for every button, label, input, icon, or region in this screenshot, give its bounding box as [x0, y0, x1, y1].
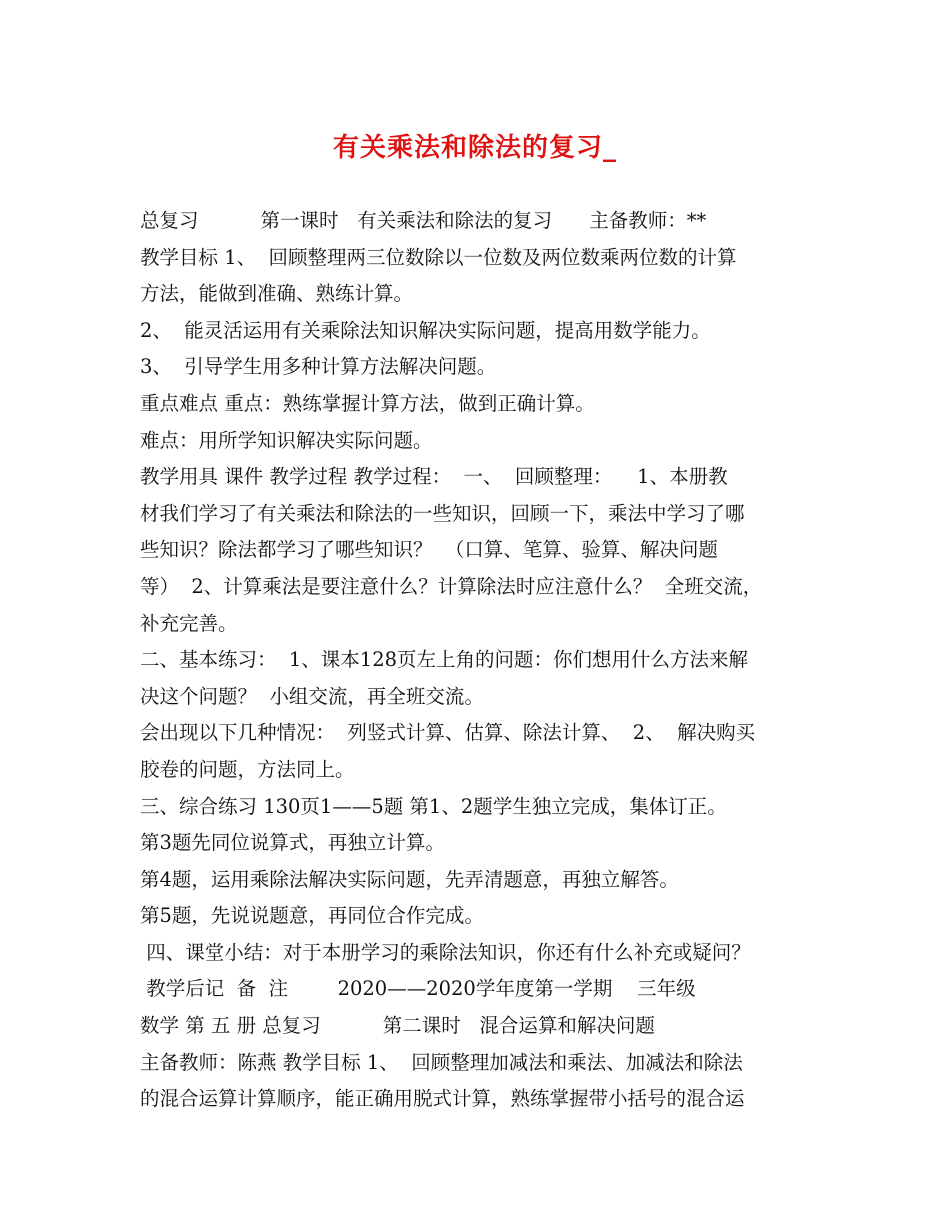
text-line: 2、 能灵活运用有关乘除法知识解决实际问题，提高用数学能力。 — [140, 318, 711, 342]
text-line: 的混合运算计算顺序，能正确用脱式计算，熟练掌握带小括号的混合运 — [140, 1087, 745, 1111]
text-line: 3、 引导学生用多种计算方法解决问题。 — [140, 355, 497, 379]
text-line: 方法，能做到准确、熟练计算。 — [140, 282, 414, 306]
text-line: 补充完善。 — [140, 611, 238, 635]
text-line: 些知识？除法都学习了哪些知识？ （口算、笔算、验算、解决问题 — [140, 538, 718, 562]
text-line: 第3题先同位说算式，再独立计算。 — [140, 831, 445, 855]
text-line: 重点难点 重点：熟练掌握计算方法，做到正确计算。 — [140, 391, 595, 415]
text-line: 二、基本练习： 1、课本128页左上角的问题：你们想用什么方法来解 — [140, 648, 749, 672]
text-line: 第5题，先说说题意，再同位合作完成。 — [140, 904, 484, 928]
text-line: 决这个问题？ 小组交流，再全班交流。 — [140, 684, 484, 708]
text-line: 三、综合练习 130页1——5题 第1、2题学生独立完成，集体订正。 — [140, 794, 727, 818]
text-line: 总复习 第一课时 有关乘法和除法的复习 主备教师：** — [140, 209, 707, 232]
text-line: 数学 第 五 册 总复习 第二课时 混合运算和解决问题 — [140, 1014, 655, 1038]
text-line: 教学目标 1、 回顾整理两三位数除以一位数及两位数乘两位数的计算 — [140, 245, 737, 269]
text-line: 第4题，运用乘除法解决实际问题，先弄清题意，再独立解答。 — [140, 867, 679, 891]
document-title: 有关乘法和除法的复习_ — [332, 133, 617, 163]
text-line: 主备教师：陈燕 教学目标 1、 回顾整理加减法和乘法、加减法和除法 — [140, 1050, 743, 1074]
text-line: 会出现以下几种情况： 列竖式计算、估算、除法计算、 2、 解决购买 — [140, 721, 756, 745]
text-line: 教学后记 备 注 2020——2020学年度第一学期 三年级 — [140, 977, 696, 1001]
text-line: 等） 2、计算乘法是要注意什么？计算除法时应注意什么？ 全班交流， — [140, 574, 763, 598]
text-line: 四、课堂小结：对于本册学习的乘除法知识，你还有什么补充或疑问？ — [140, 940, 751, 964]
text-line: 难点：用所学知识解决实际问题。 — [140, 428, 433, 452]
text-line: 胶卷的问题，方法同上。 — [140, 757, 355, 781]
document-body — [140, 203, 820, 1118]
text-line: 教学用具 课件 教学过程 教学过程： 一、 回顾整理： 1、本册教 — [140, 465, 728, 489]
text-line: 材我们学习了有关乘法和除法的一些知识，回顾一下，乘法中学习了哪 — [140, 501, 745, 525]
